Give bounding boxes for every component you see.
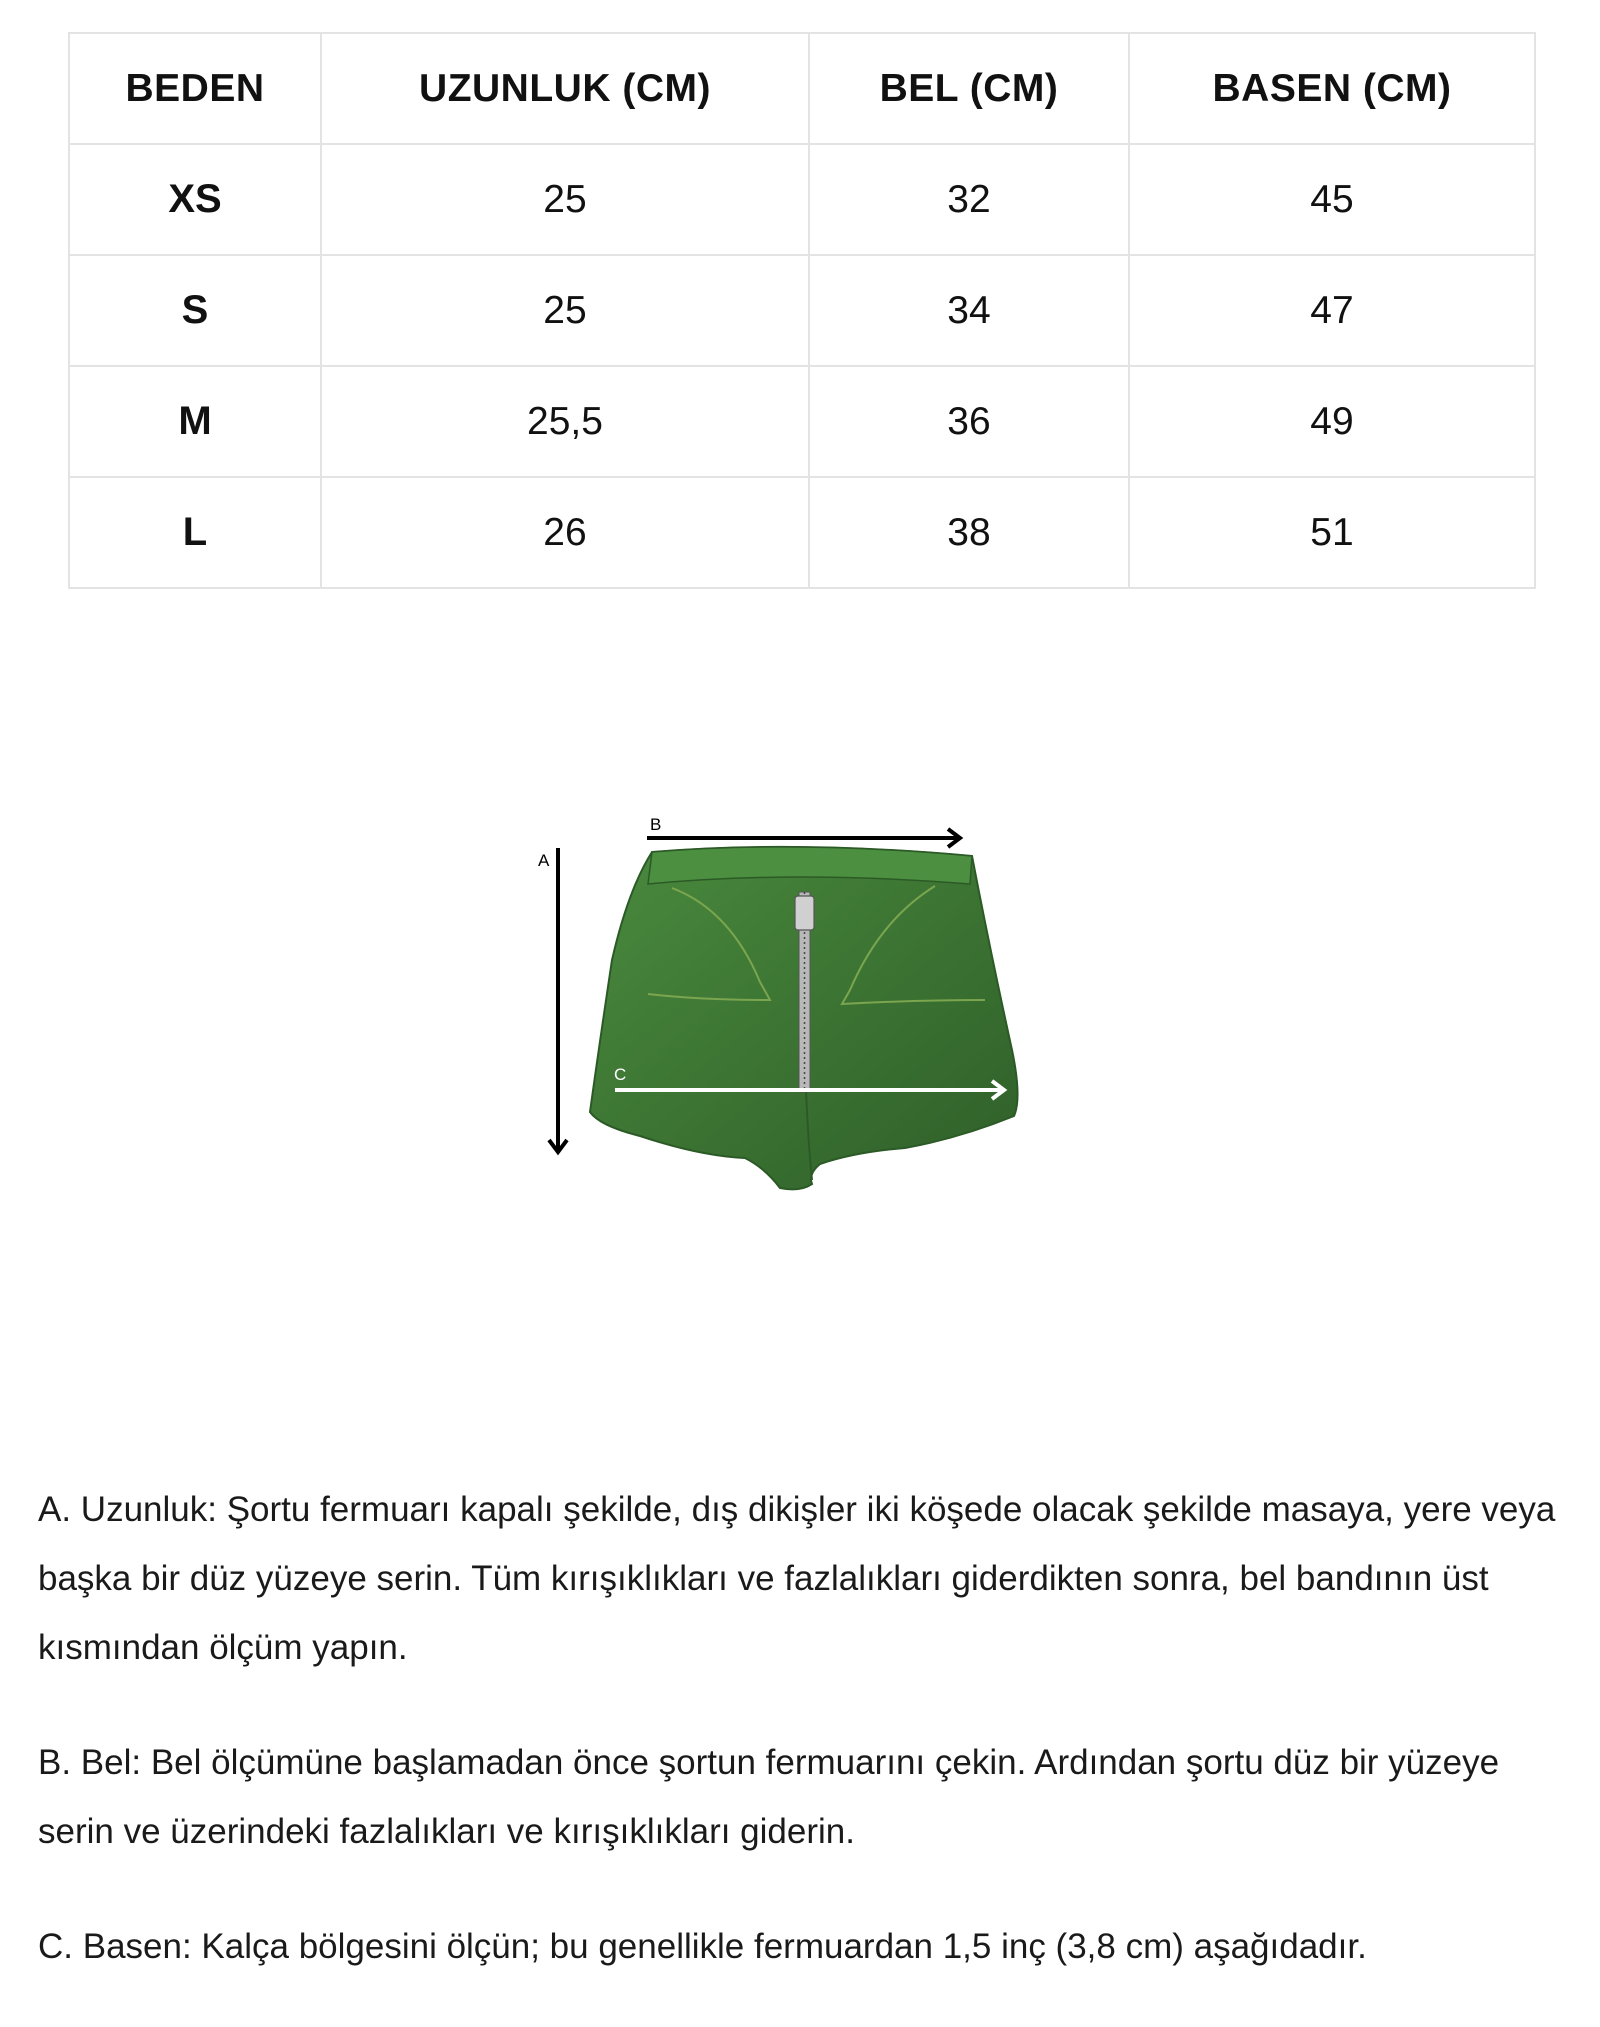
waist-cell: 38 <box>809 477 1129 588</box>
note-waist: B. Bel: Bel ölçümüne başlamadan önce şortun fermuarını çekin. Ardından şortu düz bir yüzeye serin ve üzerindeki fazlalıkları ve kırışıklıkları giderin. <box>38 1743 1500 1851</box>
label-c: C <box>614 1065 627 1084</box>
waist-cell: 34 <box>809 255 1129 366</box>
note-length: A. Uzunluk: Şortu fermuarı kapalı şekilde, dış dikişler iki köşede olacak şekilde masaya, yere veya başka bir düz yüzeye serin. Tüm kırışıklıkları ve fazlalıkları giderdikten sonra, bel bandının üst kısmından ölçüm yapın. <box>38 1490 1556 1667</box>
waist-cell: 32 <box>809 144 1129 255</box>
header-length: UZUNLUK (CM) <box>321 33 809 144</box>
header-size: BEDEN <box>69 33 321 144</box>
size-cell: S <box>69 255 321 366</box>
header-waist: BEL (CM) <box>809 33 1129 144</box>
hip-cell: 47 <box>1129 255 1535 366</box>
table-row <box>69 144 1535 255</box>
length-cell: 25 <box>321 144 809 255</box>
length-cell: 25,5 <box>321 366 809 477</box>
label-b: B <box>650 815 662 834</box>
header-hip: BASEN (CM) <box>1129 33 1535 144</box>
label-a: A <box>538 851 550 870</box>
length-cell: 25 <box>321 255 809 366</box>
shorts-measurement-diagram <box>520 800 1040 1200</box>
hip-cell: 51 <box>1129 477 1535 588</box>
size-cell: XS <box>69 144 321 255</box>
waist-cell: 36 <box>809 366 1129 477</box>
table-header-row <box>69 33 1535 144</box>
measurement-a-arrow <box>538 848 567 1152</box>
length-cell: 26 <box>321 477 809 588</box>
measurement-notes <box>38 1475 1578 2027</box>
table-row <box>69 366 1535 477</box>
hip-cell: 49 <box>1129 366 1535 477</box>
hip-cell: 45 <box>1129 144 1535 255</box>
measurement-b-arrow <box>647 815 960 847</box>
size-cell: M <box>69 366 321 477</box>
table-row <box>69 477 1535 588</box>
note-hip: C. Basen: Kalça bölgesini ölçün; bu genellikle fermuardan 1,5 inç (3,8 cm) aşağıdadır. <box>38 1927 1367 1966</box>
size-cell: L <box>69 477 321 588</box>
table-row <box>69 255 1535 366</box>
size-chart-table <box>68 32 1536 589</box>
